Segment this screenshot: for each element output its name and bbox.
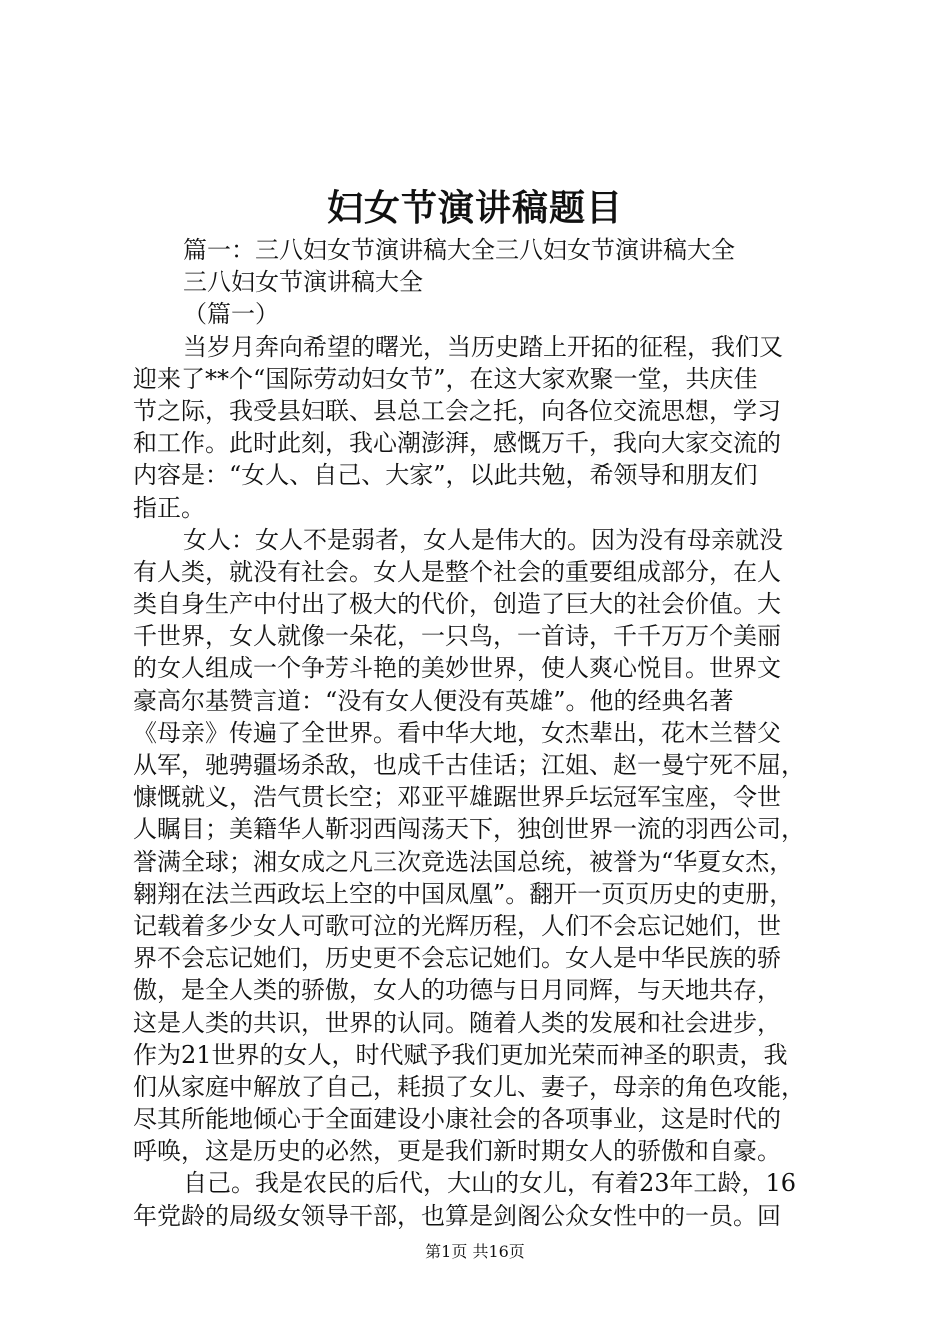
text-line: 翱翔在法兰西政坛上空的中国凤凰”。翻开一页页历史的吏册， [133,879,794,908]
text-line: 有人类，就没有社会。女人是整个社会的重要组成部分，在人 [133,557,781,586]
text-line: 内容是：“女人、自己、大家”，以此共勉，希领导和朋友们 [133,461,758,490]
paragraph-start-line: 女人：女人不是弱者，女人是伟大的。因为没有母亲就没 [183,525,783,554]
text-line: （篇一） [183,300,279,329]
document-title: 妇女节演讲稿题目 [326,187,623,229]
text-line: 尽其所能地倾心于全面建设小康社会的各项事业，这是时代的 [133,1105,781,1134]
text-line: 类自身生产中付出了极大的代价，创造了巨大的社会价值。大 [133,590,781,619]
text-line: 们从家庭中解放了自己，耗损了女儿、妻子，母亲的角色攻能， [133,1072,805,1101]
paragraph-start-line: 当岁月奔向希望的曙光，当历史踏上开拓的征程，我们又 [183,332,783,361]
text-line: 豪高尔基赞言道：“没有女人便没有英雄”。他的经典名著 [133,686,734,715]
paragraph-start-line: 自己。我是农民的后代，大山的女儿，有着23年工龄，16 [183,1169,797,1198]
text-line: 千世界，女人就像一朵花，一只鸟，一首诗，千千万万个美丽 [133,622,781,651]
text-line: 界不会忘记她们，历史更不会忘记她们。女人是中华民族的骄 [133,944,781,973]
text-line: 记载着多少女人可歌可泣的光辉历程，人们不会忘记她们，世 [133,911,781,940]
text-line: 节之际，我受县妇联、县总工会之托，向各位交流思想，学习 [133,396,781,425]
text-line: 迎来了**个“国际劳动妇女节”，在这大家欢聚一堂，共庆佳 [133,364,758,393]
text-line: 《母亲》传遍了全世界。看中华大地，女杰辈出，花木兰替父 [133,718,781,747]
text-line: 的女人组成一个争芳斗艳的美妙世界，使人爽心悦目。世界文 [133,654,781,683]
text-line: 篇一：三八妇女节演讲稿大全三八妇女节演讲稿大全 [183,236,735,264]
text-line: 指正。 [133,493,205,522]
text-line: 慷慨就义，浩气贯长空；邓亚平雄踞世界乒坛冠军宝座，令世 [133,783,781,812]
text-line: 人瞩目；美籍华人靳羽西闯荡天下，独创世界一流的羽西公司， [133,815,805,844]
text-line: 作为21世界的女人，时代赋予我们更加光荣而神圣的职责，我 [133,1040,788,1069]
text-line: 从军，驰骋疆场杀敌，也成千古佳话；江姐、赵一曼宁死不屈， [133,751,805,779]
text-line: 和工作。此时此刻，我心潮澎湃，感慨万千，我向大家交流的 [133,429,781,458]
text-line: 誉满全球；湘女成之凡三次竞选法国总统，被誉为“华夏女杰， [133,847,794,876]
text-line: 年党龄的局级女领导干部，也算是剑阁公众女性中的一员。回 [133,1201,781,1230]
text-line: 这是人类的共识，世界的认同。随着人类的发展和社会进步， [133,1008,781,1037]
text-line: 三八妇女节演讲稿大全 [183,268,423,297]
text-line: 呼唤，这是历史的必然，更是我们新时期女人的骄傲和自豪。 [133,1137,781,1166]
text-line: 傲，是全人类的骄傲，女人的功德与日月同辉，与天地共存， [133,976,781,1005]
document-body [133,234,833,1232]
page-footer: 第1页 共16页 [425,1242,525,1261]
